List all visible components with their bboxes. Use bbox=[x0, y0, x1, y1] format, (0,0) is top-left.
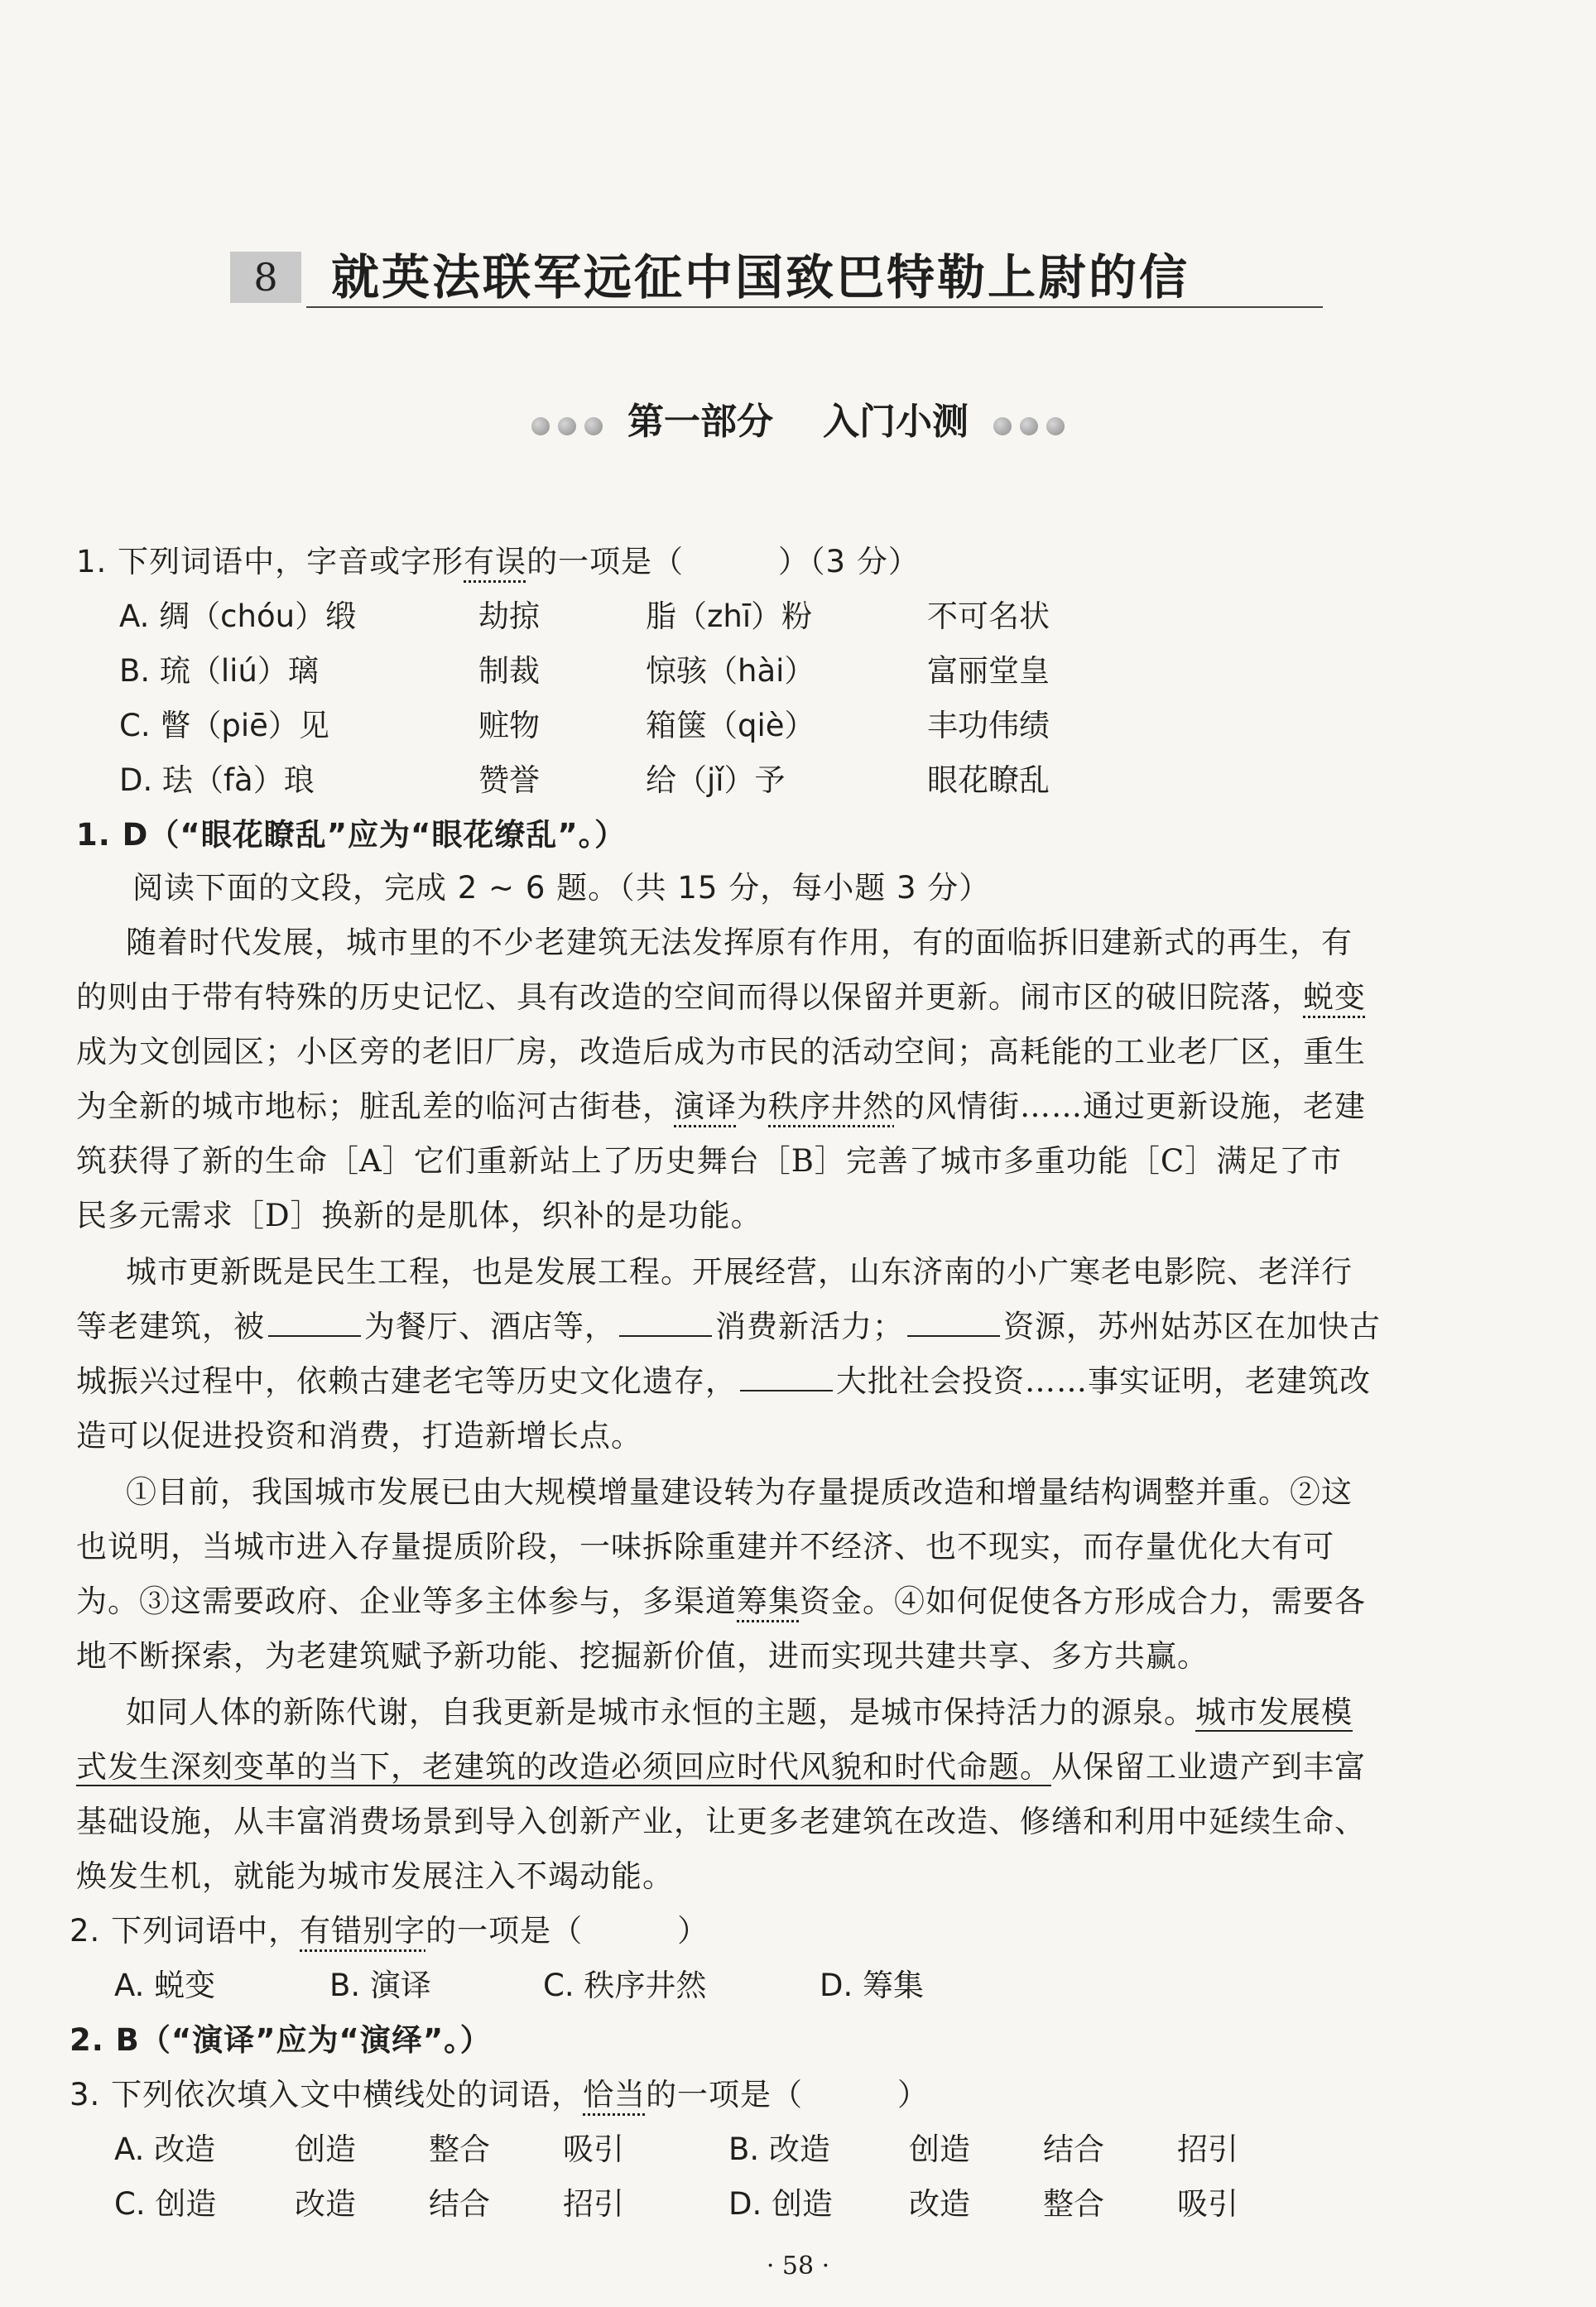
q3-dotted-word: 恰当 bbox=[583, 2077, 647, 2112]
p1-line1: 随着时代发展，城市里的不少老建筑无法发挥原有作用，有的面临拆旧建新式的再生，有 bbox=[126, 925, 1353, 960]
p1-line4: 为全新的城市地标；脏乱差的临河古街巷，演译为秩序井然的风情街……通过更新设施，老建 bbox=[76, 1089, 1366, 1124]
q1-answer: 1. D（“眼花瞭乱”应为“眼花缭乱”。） bbox=[76, 817, 627, 853]
q1-option-a-4: 不可名状 bbox=[927, 598, 1050, 634]
q1-option-c-3: 箱箧（qiè） bbox=[646, 708, 815, 743]
section-name: 入门小测 bbox=[823, 401, 969, 443]
q3-b-word-4: 招引 bbox=[1177, 2132, 1238, 2167]
p2-line1: 城市更新既是民生工程，也是发展工程。开展经营，山东济南的小广寒老电影院、老洋行 bbox=[126, 1254, 1353, 1290]
right-dots-icon bbox=[989, 400, 1069, 449]
q2-option-a: A. 蜕变 bbox=[114, 1968, 216, 2003]
q1-option-d: D. 珐（fà）琅 bbox=[119, 762, 315, 798]
q3-b-word-2: 创造 bbox=[909, 2132, 970, 2167]
fill-blank-4 bbox=[740, 1362, 833, 1391]
p3-line4: 地不断探索，为老建筑赋予新功能、挖掘新价值，进而实现共建共享、多方共赢。 bbox=[76, 1638, 1209, 1674]
q1-stem: 1. 下列词语中，字音或字形有误的一项是（ ）（3 分） bbox=[76, 544, 920, 579]
q3-d-word-2: 改造 bbox=[909, 2186, 970, 2222]
section-part: 第一部分 bbox=[627, 401, 773, 443]
q3-option-a: A. 改造 bbox=[114, 2132, 216, 2167]
lesson-title: 就英法联军远征中国致巴特勒上尉的信 bbox=[331, 249, 1190, 305]
p4-line4: 焕发生机，就能为城市发展注入不竭动能。 bbox=[76, 1858, 674, 1894]
p2-line2: 等老建筑，被 为餐厅、酒店等， 消费新活力； 资源，苏州姑苏区在加快古 bbox=[76, 1309, 1381, 1344]
q1-option-a-2: 劫掠 bbox=[478, 598, 540, 634]
p1-line5: 筑获得了新的生命［A］它们重新站上了历史舞台［B］完善了城市多重功能［C］满足了市 bbox=[76, 1143, 1343, 1179]
dotted-word-chouji: 筹集 bbox=[737, 1584, 800, 1619]
q3-stem: 3. 下列依次填入文中横线处的词语，恰当的一项是（ ） bbox=[70, 2077, 930, 2112]
q1-option-d-2: 赞誉 bbox=[478, 762, 540, 798]
q1-option-b: B. 琉（liú）璃 bbox=[119, 653, 319, 689]
p3-line3: 为。③这需要政府、企业等多主体参与，多渠道筹集资金。④如何促使各方形成合力，需要各 bbox=[76, 1584, 1366, 1619]
q3-d-word-3: 整合 bbox=[1043, 2186, 1104, 2222]
q2-answer: 2. B（“演译”应为“演绎”。） bbox=[70, 2022, 492, 2058]
fill-blank-1 bbox=[268, 1307, 361, 1337]
dotted-word-yanyi: 演译 bbox=[674, 1089, 737, 1124]
underlined-sentence-start: 城市发展模 bbox=[1195, 1694, 1353, 1730]
q3-a-word-2: 创造 bbox=[295, 2132, 356, 2167]
q3-c-word-2: 改造 bbox=[295, 2186, 356, 2222]
p4-line3: 基础设施，从丰富消费场景到导入创新产业，让更多老建筑在改造、修缮和利用中延续生命、 bbox=[76, 1804, 1366, 1839]
q2-option-c: C. 秩序井然 bbox=[543, 1968, 707, 2003]
q3-d-word-4: 吸引 bbox=[1177, 2186, 1238, 2222]
q3-c-word-3: 结合 bbox=[429, 2186, 490, 2222]
p4-line2: 式发生深刻变革的当下，老建筑的改造必须回应时代风貌和时代命题。从保留工业遗产到丰富 bbox=[76, 1749, 1366, 1785]
q2-stem: 2. 下列词语中，有错别字的一项是（ ） bbox=[70, 1913, 709, 1949]
fill-blank-2 bbox=[619, 1307, 712, 1337]
q1-option-c-4: 丰功伟绩 bbox=[927, 708, 1050, 743]
p1-line2: 的则由于带有特殊的历史记忆、具有改造的空间而得以保留并更新。闹市区的破旧院落，蜕变 bbox=[76, 979, 1366, 1015]
q1-option-a-3: 脂（zhī）粉 bbox=[646, 598, 813, 634]
dotted-word-zhixu: 秩序井然 bbox=[768, 1089, 894, 1124]
lesson-title-block bbox=[230, 248, 1323, 315]
p1-line6: 民多元需求［D］换新的是肌体，织补的是功能。 bbox=[76, 1198, 762, 1233]
q2-dotted-word: 有错别字 bbox=[300, 1913, 426, 1949]
q3-option-d: D. 创造 bbox=[728, 2186, 834, 2222]
page-number: · 58 · bbox=[766, 2252, 830, 2281]
p2-line3: 城振兴过程中，依赖古建老宅等历史文化遗存， 大批社会投资……事实证明，老建筑改 bbox=[76, 1363, 1371, 1399]
dotted-word-tuibian: 蜕变 bbox=[1303, 979, 1366, 1015]
q1-option-b-2: 制裁 bbox=[478, 653, 540, 689]
p4-line1: 如同人体的新陈代谢，自我更新是城市永恒的主题，是城市保持活力的源泉。城市发展模 bbox=[126, 1694, 1353, 1730]
p3-line1: ①目前，我国城市发展已由大规模增量建设转为存量提质改造和增量结构调整并重。②这 bbox=[126, 1474, 1353, 1510]
q2-option-b: B. 演译 bbox=[329, 1968, 431, 2003]
section-heading bbox=[0, 397, 1596, 447]
q1-option-d-4: 眼花瞭乱 bbox=[927, 762, 1050, 798]
p1-line3: 成为文创园区；小区旁的老旧厂房，改造后成为市民的活动空间；高耗能的工业老厂区，重生 bbox=[76, 1034, 1366, 1069]
q3-option-c: C. 创造 bbox=[114, 2186, 217, 2222]
p3-line2: 也说明，当城市进入存量提质阶段，一味拆除重建并不经济、也不现实，而存量优化大有可 bbox=[76, 1529, 1334, 1564]
q3-a-word-4: 吸引 bbox=[563, 2132, 624, 2167]
left-dots-icon bbox=[527, 400, 607, 449]
underlined-sentence-end: 式发生深刻变革的当下，老建筑的改造必须回应时代风貌和时代命题。 bbox=[76, 1749, 1051, 1785]
q1-option-a: A. 绸（chóu）缎 bbox=[119, 598, 357, 634]
title-underline bbox=[306, 306, 1323, 308]
reading-intro: 阅读下面的文段，完成 2 ~ 6 题。（共 15 分，每小题 3 分） bbox=[132, 870, 991, 906]
q1-option-d-3: 给（jǐ）予 bbox=[646, 762, 786, 798]
fill-blank-3 bbox=[907, 1307, 1000, 1337]
q2-option-d: D. 筹集 bbox=[820, 1968, 925, 2003]
q1-option-c: C. 瞥（piē）见 bbox=[119, 708, 329, 743]
q3-b-word-3: 结合 bbox=[1043, 2132, 1104, 2167]
p2-line4: 造可以促进投资和消费，打造新增长点。 bbox=[76, 1418, 642, 1454]
lesson-number: 8 bbox=[230, 252, 301, 303]
q1-option-c-2: 赃物 bbox=[478, 708, 540, 743]
q1-option-b-3: 惊骇（hài） bbox=[646, 653, 815, 689]
q1-dotted-word: 有误 bbox=[464, 544, 527, 579]
q3-option-b: B. 改造 bbox=[728, 2132, 830, 2167]
q1-option-b-4: 富丽堂皇 bbox=[927, 653, 1050, 689]
q3-c-word-4: 招引 bbox=[563, 2186, 624, 2222]
q3-a-word-3: 整合 bbox=[429, 2132, 490, 2167]
